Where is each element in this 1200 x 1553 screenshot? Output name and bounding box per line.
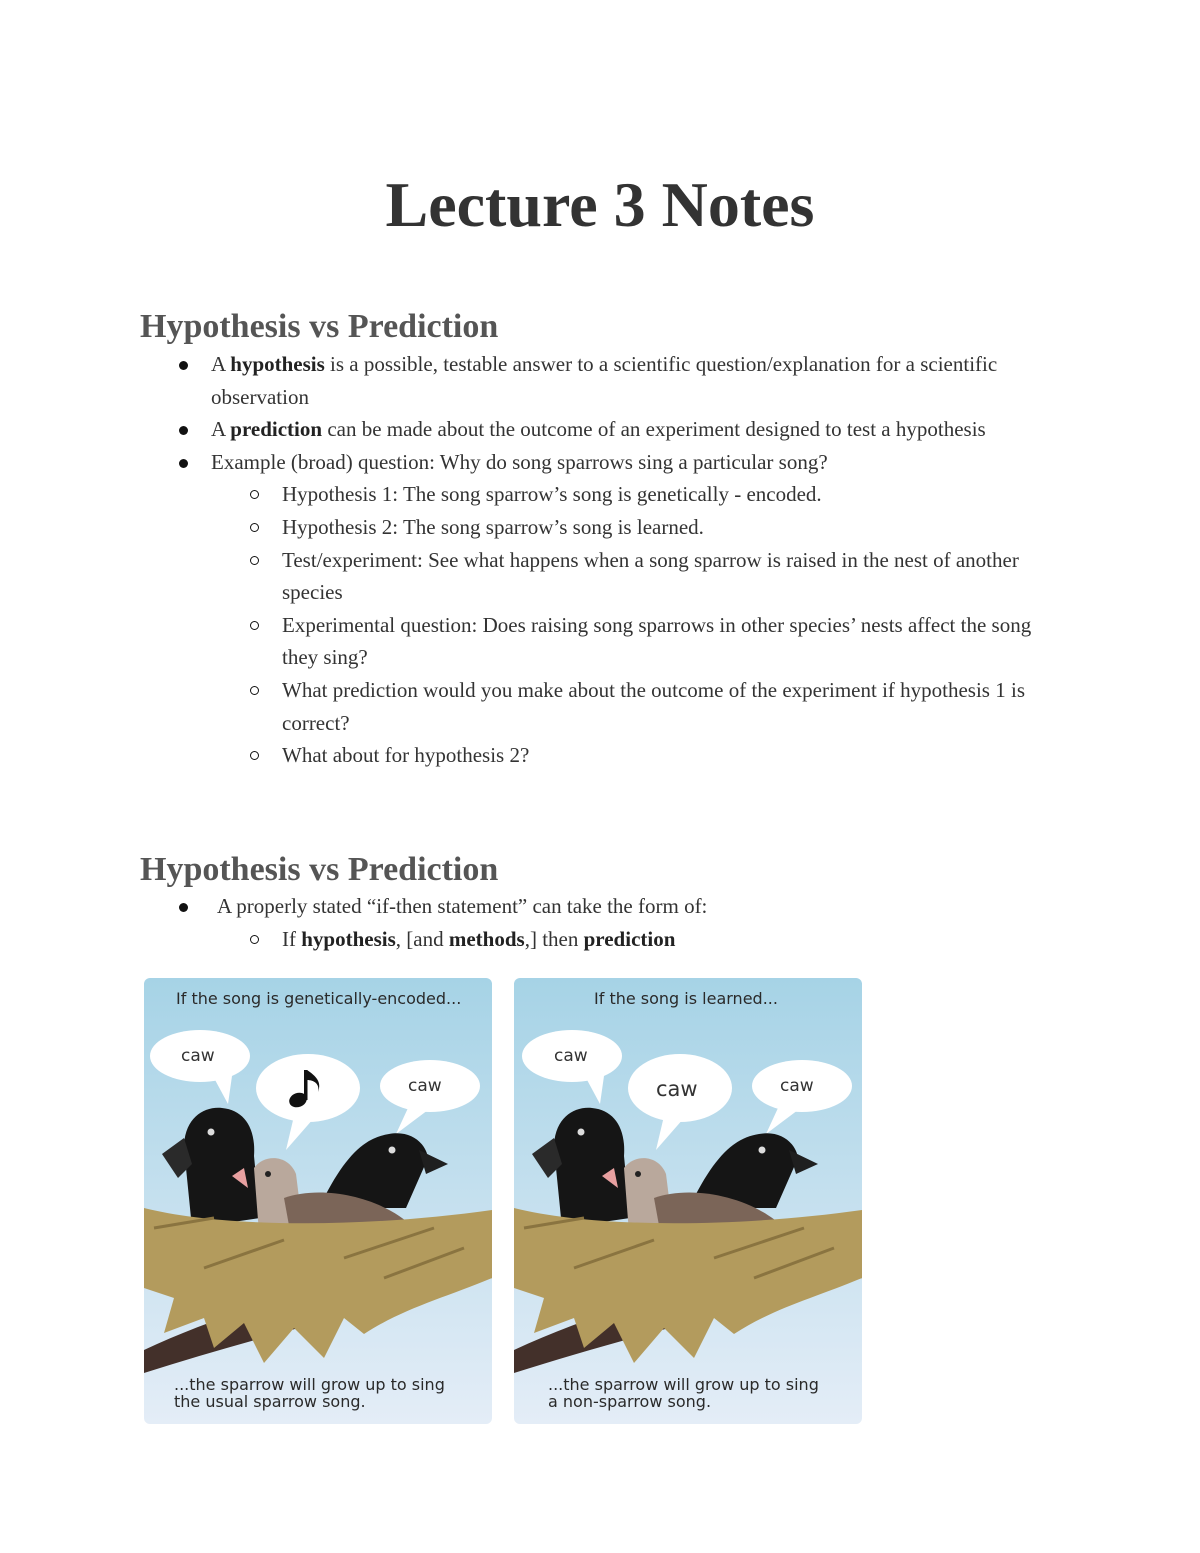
figure-panel-genetic — [144, 978, 492, 1424]
section-heading-1: Hypothesis vs Prediction — [140, 308, 499, 345]
list-item: Test/experiment: See what happens when a song sparrow is raised in the nest of another species — [0, 544, 1042, 609]
svg-text:caw: caw — [656, 1077, 698, 1101]
page-title: Lecture 3 Notes — [385, 169, 815, 240]
svg-text:caw: caw — [780, 1076, 814, 1096]
list-item: A hypothesis is a possible, testable answer to a scientific question/explanation for a scientific observation — [0, 348, 1041, 413]
bullet-list-2 — [0, 890, 1047, 955]
section-heading-2: Hypothesis vs Prediction — [140, 851, 499, 888]
list-item: A properly stated “if-then statement” can take the form of: — [0, 890, 1047, 923]
list-item: Experimental question: Does raising song sparrows in other species’ nests affect the song they sing? — [0, 609, 1042, 674]
list-item: What prediction would you make about the outcome of the experiment if hypothesis 1 is correct? — [0, 674, 1042, 739]
list-item: If hypothesis, [and methods,] then prediction — [0, 923, 1042, 956]
list-item: Hypothesis 2: The song sparrow’s song is learned. — [0, 511, 1042, 544]
panel-bottom-caption-1: ...the sparrow will grow up to sing — [548, 1375, 819, 1394]
illustration-learned — [514, 978, 862, 1424]
list-item: Example (broad) question: Why do song sparrows sing a particular song? — [0, 446, 1041, 479]
svg-text:caw: caw — [554, 1046, 588, 1066]
panel-top-caption: If the song is learned... — [594, 989, 778, 1008]
list-item: Hypothesis 1: The song sparrow’s song is genetically - encoded. — [0, 478, 1042, 511]
panel-bottom-caption-2: the usual sparrow song. — [174, 1392, 366, 1411]
panel-bottom-caption-2: a non-sparrow song. — [548, 1392, 712, 1411]
svg-text:caw: caw — [408, 1076, 442, 1096]
list-item: What about for hypothesis 2? — [0, 739, 1042, 772]
bullet-list-1 — [0, 348, 1042, 772]
list-item: A prediction can be made about the outcome of an experiment designed to test a hypothesis — [0, 413, 1041, 446]
panel-top-caption: If the song is genetically-encoded... — [176, 989, 462, 1008]
illustration-genetic — [144, 978, 492, 1424]
figure-panel-learned — [514, 978, 862, 1424]
svg-text:caw: caw — [181, 1046, 215, 1066]
panel-bottom-caption-1: ...the sparrow will grow up to sing — [174, 1375, 445, 1394]
